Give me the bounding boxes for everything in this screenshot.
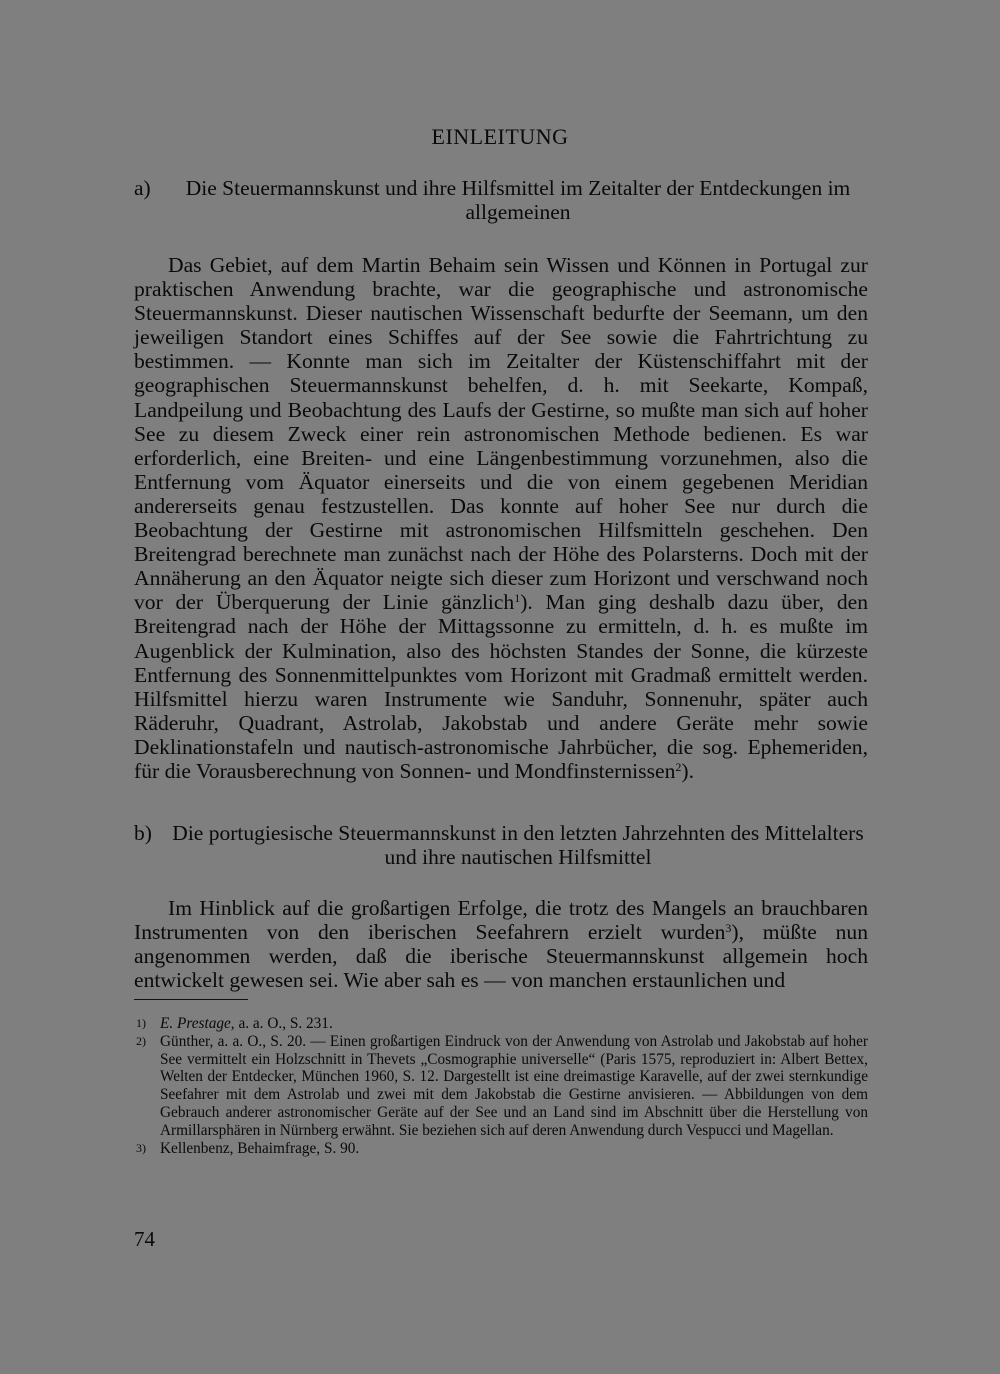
footnote-1 xyxy=(134,1015,868,1033)
section-b-text-2: ), müßte nun angenommen werden, daß die iberische Steuermannskunst allgemein hoch entwickelt gewesen sei. Wie aber sah es — von manchen erstaunlichen und xyxy=(134,920,868,993)
footnote-marker: 2) xyxy=(136,1033,146,1048)
section-a-text-2: ). Man ging deshalb dazu über, den Breitengrad nach der Höhe der Mittagssonne zu ermitteln, d. h. es mußte im Augenblick der Kulmination, also des höchsten Standes der Sonne, die kürzeste Entfernung des Sonnenmittelpunktes vom Horizont mit Gradmaß ermittelt werden. Hilfsmittel hierzu waren Instrumente wie Sanduhr, Sonnenuhr, später auch Räderuhr, Quadrant, Astrolab, Jakobstab und andere Geräte mehr sowie Deklinationstafeln und nautisch-astronomische Jahrbücher, die sog. Ephemeriden, für die Vorausberechnung von Sonnen- und Mondfinsternissen xyxy=(134,590,868,783)
footnote-ref-1: 1 xyxy=(514,591,521,606)
page-number: 74 xyxy=(134,1227,155,1251)
footnote-marker: 3) xyxy=(136,1140,146,1155)
footnotes xyxy=(134,1015,868,1157)
section-a-heading xyxy=(134,176,868,224)
section-b-heading-text: Die portugiesische Steuermannskunst in den letzten Jahrzehnten des Mittelalters und ihre nautischen Hilfsmittel xyxy=(172,821,864,869)
section-b-body xyxy=(134,896,868,992)
chapter-title: EINLEITUNG xyxy=(431,124,569,149)
section-b-label: b) xyxy=(134,821,152,845)
section-a-paragraph xyxy=(134,253,868,783)
section-a-heading-text: Die Steuermannskunst und ihre Hilfsmittel im Zeitalter der Entdeckungen im allgemeinen xyxy=(185,176,851,224)
footnote-divider xyxy=(134,999,248,1000)
section-b-heading xyxy=(134,821,868,869)
section-b-text-1: Im Hinblick auf die großartigen Erfolge, die trotz des Mangels an brauchbaren Instrumenten von den iberischen Seefahrern erzielt wurden xyxy=(134,896,868,945)
footnote-3 xyxy=(134,1140,868,1158)
footnote-text: Günther, a. a. O., S. 20. — Einen großartigen Eindruck von der Anwendung von Astrolab und Jakobstab auf hoher See vermittelt ein Holzschnitt in Thevets „Cosmographie universelle“ (Paris 1575, reproduziert in: Albert Bettex, Welten der Entdecker, München 1960, S. 12. Dargestellt ist eine dreimastige Karavelle, auf der zwei sternkundige Seefahrer mit dem Astrolab und zwei mit dem Jakobstab die Gestirne anvisieren. — Abbildungen von dem Gebrauch anderer astronomischer Geräte auf der See und an Land sind im Abschnitt über die Herstellung von Armillarsphären in Nürnberg erwähnt. Sie beziehen sich auf deren Anwendung durch Vespucci und Magellan. xyxy=(160,1032,868,1139)
footnote-2 xyxy=(134,1033,868,1140)
footnote-ref-2: 2 xyxy=(675,759,682,774)
section-a-body xyxy=(134,253,868,783)
footnote-ref-3: 3 xyxy=(725,921,732,936)
footnote-text: a. a. O., S. 231. xyxy=(234,1015,333,1032)
section-a-text-1: Das Gebiet, auf dem Martin Behaim sein Wissen und Können in Portugal zur praktischen Anwendung brachte, war die geographische und astronomische Steuermannskunst. Dieser nautischen Wissenschaft bedurfte der Seemann, um den jeweiligen Standort eines Schiffes auf der See sowie die Fahrtrichtung zu bestimmen. — Konnte man sich im Zeitalter der Küstenschiffahrt mit der geographischen Steuermannskunst behelfen, d. h. mit Seekarte, Kompaß, Landpeilung und Beobachtung des Laufs der Gestirne, so mußte man sich auf hoher See zu diesem Zweck einer rein astronomischen Methode bedienen. Es war erforderlich, eine Breiten- und eine Längenbestimmung vorzunehmen, also die Entfernung vom Äquator einerseits und die von einem gegebenen Meridian andererseits genau festzustellen. Das konnte auf hoher See nur durch die Beobachtung der Gestirne mit astronomischen Hilfsmitteln geschehen. Den Breitengrad berechnete man zunächst nach der Höhe des Polarsterns. Doch mit der Annäherung an den Äquator neigte sich dieser zum Horizont und verschwand noch vor der Überquerung der Linie gänzlich xyxy=(134,253,868,615)
section-a-text-3: ). xyxy=(681,758,694,783)
footnote-marker: 1) xyxy=(136,1016,146,1030)
footnote-author: E. Prestage, xyxy=(160,1015,235,1032)
section-a-label: a) xyxy=(134,176,151,200)
footnote-text: Kellenbenz, Behaimfrage, S. 90. xyxy=(160,1139,360,1157)
section-b-paragraph xyxy=(134,896,868,992)
